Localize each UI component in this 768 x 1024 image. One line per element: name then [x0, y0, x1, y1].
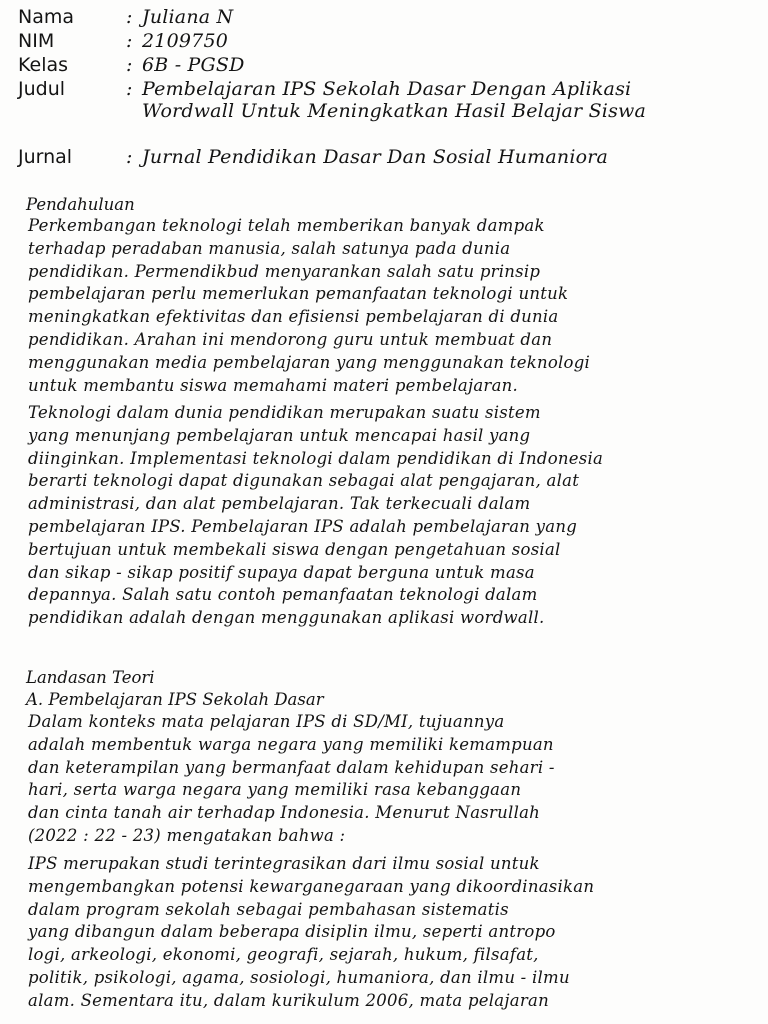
paragraph-landasan-1: Dalam konteks mata pelajaran IPS di SD/MI, tujuannya adalah membentuk warga negara yang memiliki kemampuan dan keterampilan yang bermanfaat dalam kehidupan sehari - hari, serta warga negara yang memiliki rasa kebanggaan dan cinta tanah air terhadap Indonesia. Menurut Nasrullah (2022 : 22 - 23) mengatakan bahwa : [28, 712, 555, 845]
value-nim: 2109750 [142, 30, 229, 52]
colon: : [126, 6, 133, 28]
paragraph-pendahuluan-1: Perkembangan teknologi telah memberikan banyak dampak terhadap peradaban manusia, salah satunya pada dunia pendidikan. Permendikbud menyarankan salah satu prinsip pembelajaran perlu memerlukan pemanfaatan teknologi untuk meningkatkan efektivitas dan efisiensi pembelajaran di dunia pendidikan. Arahan ini mendorong guru untuk membuat dan menggunakan media pembelajaran yang menggunakan teknologi untuk membantu siswa memahami materi pembelajaran. [28, 216, 591, 395]
section-title-pendahuluan: Pendahuluan [26, 195, 135, 214]
header-row-nim [18, 30, 722, 52]
colon: : [126, 78, 133, 100]
value-nama: Juliana N [142, 6, 234, 28]
colon: : [126, 146, 133, 168]
value-judul: Pembelajaran IPS Sekolah Dasar Dengan Aplikasi Wordwall Untuk Meningkatkan Hasil Belajar Siswa [142, 78, 647, 122]
label-nama: Nama [18, 6, 75, 28]
paragraph-pendahuluan-2: Teknologi dalam dunia pendidikan merupakan suatu sistem yang menunjang pembelajaran untuk mencapai hasil yang diinginkan. Implementasi teknologi dalam pendidikan di Indonesia berarti teknologi dapat digunakan sebagai alat pengajaran, alat administrasi, dan alat pembelajaran. Tak terkecuali dalam pembelajaran IPS. Pembelajaran IPS adalah pembelajaran yang bertujuan untuk membekali siswa dengan pengetahuan sosial dan sikap - sikap positif supaya dapat berguna untuk masa depannya. Salah satu contoh pemanfaatan teknologi dalam pendidikan adalah dengan menggunakan aplikasi wordwall. [28, 403, 604, 628]
label-nim: NIM [18, 30, 55, 52]
colon: : [126, 30, 133, 52]
subsection-title-pembelajaran-ips: A. Pembelajaran IPS Sekolah Dasar [26, 690, 324, 709]
paragraph-landasan-2: IPS merupakan studi terintegrasikan dari ilmu sosial untuk mengembangkan potensi kewarganegaraan yang dikoordinasikan dalam program sekolah sebagai pembahasan sistematis yang dibangun dalam beberapa disiplin ilmu, seperti antropo logi, arkeologi, ekonomi, geografi, sejarah, hukum, filsafat, politik, psikologi, agama, sosiologi, humaniora, dan ilmu - ilmu alam. Sementara itu, dalam kurikulum 2006, mata pelajaran [28, 854, 595, 1010]
section-title-landasan-teori: Landasan Teori [26, 668, 155, 687]
colon: : [126, 54, 133, 76]
value-kelas: 6B - PGSD [142, 54, 245, 76]
label-judul: Judul [18, 78, 66, 100]
header-row-jurnal [18, 146, 722, 168]
label-kelas: Kelas [18, 54, 69, 76]
header-row-nama [18, 6, 722, 28]
header-row-judul [18, 78, 682, 122]
header-row-kelas [18, 54, 722, 76]
label-jurnal: Jurnal [18, 146, 73, 168]
value-jurnal: Jurnal Pendidikan Dasar Dan Sosial Humaniora [142, 146, 609, 168]
